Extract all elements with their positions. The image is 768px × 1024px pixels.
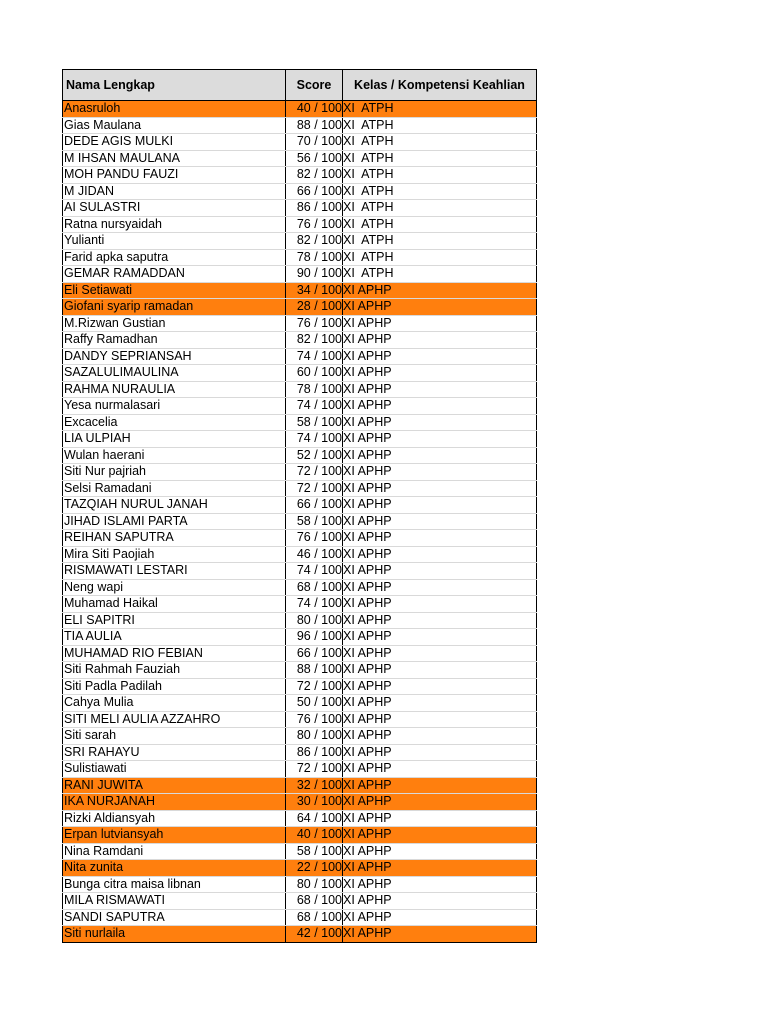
table-row — [63, 266, 537, 283]
cell-kelas: XI ATPH — [343, 150, 537, 167]
cell-score: 86 / 100 — [286, 744, 343, 761]
cell-kelas: XI APHP — [343, 761, 537, 778]
cell-kelas: XI APHP — [343, 497, 537, 514]
cell-kelas: XI APHP — [343, 315, 537, 332]
cell-kelas: XI APHP — [343, 513, 537, 530]
cell-score: 74 / 100 — [286, 563, 343, 580]
cell-score: 58 / 100 — [286, 513, 343, 530]
cell-kelas: XI ATPH — [343, 266, 537, 283]
cell-name: REIHAN SAPUTRA — [63, 530, 286, 547]
table-row — [63, 200, 537, 217]
cell-kelas: XI APHP — [343, 678, 537, 695]
table-row — [63, 398, 537, 415]
cell-kelas: XI ATPH — [343, 167, 537, 184]
cell-kelas: XI APHP — [343, 810, 537, 827]
cell-score: 82 / 100 — [286, 167, 343, 184]
cell-name: Cahya Mulia — [63, 695, 286, 712]
table-row — [63, 167, 537, 184]
cell-name: Mira Siti Paojiah — [63, 546, 286, 563]
cell-kelas: XI ATPH — [343, 117, 537, 134]
table-body — [63, 101, 537, 943]
cell-name: MILA RISMAWATI — [63, 893, 286, 910]
cell-score: 96 / 100 — [286, 629, 343, 646]
cell-kelas: XI ATPH — [343, 233, 537, 250]
cell-name: Siti nurlaila — [63, 926, 286, 943]
cell-score: 30 / 100 — [286, 794, 343, 811]
table-row — [63, 299, 537, 316]
cell-kelas: XI APHP — [343, 728, 537, 745]
table-row — [63, 332, 537, 349]
cell-name: Erpan lutviansyah — [63, 827, 286, 844]
cell-kelas: XI APHP — [343, 299, 537, 316]
table-row — [63, 216, 537, 233]
table-row — [63, 695, 537, 712]
cell-score: 32 / 100 — [286, 777, 343, 794]
table-row — [63, 827, 537, 844]
cell-score: 80 / 100 — [286, 612, 343, 629]
cell-score: 78 / 100 — [286, 249, 343, 266]
cell-kelas: XI APHP — [343, 711, 537, 728]
cell-kelas: XI APHP — [343, 876, 537, 893]
cell-name: TAZQIAH NURUL JANAH — [63, 497, 286, 514]
cell-name: IKA NURJANAH — [63, 794, 286, 811]
cell-name: Nina Ramdani — [63, 843, 286, 860]
cell-kelas: XI APHP — [343, 464, 537, 481]
table-row — [63, 282, 537, 299]
cell-score: 90 / 100 — [286, 266, 343, 283]
cell-score: 72 / 100 — [286, 480, 343, 497]
cell-kelas: XI APHP — [343, 777, 537, 794]
cell-name: AI SULASTRI — [63, 200, 286, 217]
cell-name: DANDY SEPRIANSAH — [63, 348, 286, 365]
cell-name: TIA AULIA — [63, 629, 286, 646]
cell-name: RAHMA NURAULIA — [63, 381, 286, 398]
cell-kelas: XI APHP — [343, 596, 537, 613]
cell-score: 74 / 100 — [286, 348, 343, 365]
cell-kelas: XI APHP — [343, 662, 537, 679]
cell-kelas: XI APHP — [343, 629, 537, 646]
cell-name: Siti Rahmah Fauziah — [63, 662, 286, 679]
table-row — [63, 497, 537, 514]
cell-kelas: XI APHP — [343, 843, 537, 860]
cell-score: 52 / 100 — [286, 447, 343, 464]
cell-name: Bunga citra maisa libnan — [63, 876, 286, 893]
table-row — [63, 249, 537, 266]
cell-kelas: XI APHP — [343, 744, 537, 761]
header-kelas: Kelas / Kompetensi Keahlian — [343, 70, 537, 101]
cell-name: RANI JUWITA — [63, 777, 286, 794]
cell-name: Farid apka saputra — [63, 249, 286, 266]
cell-kelas: XI ATPH — [343, 216, 537, 233]
cell-score: 42 / 100 — [286, 926, 343, 943]
cell-score: 66 / 100 — [286, 183, 343, 200]
cell-score: 50 / 100 — [286, 695, 343, 712]
cell-name: MUHAMAD RIO FEBIAN — [63, 645, 286, 662]
table-row — [63, 612, 537, 629]
cell-score: 60 / 100 — [286, 365, 343, 382]
cell-score: 68 / 100 — [286, 909, 343, 926]
cell-score: 58 / 100 — [286, 843, 343, 860]
cell-name: Ratna nursyaidah — [63, 216, 286, 233]
cell-score: 58 / 100 — [286, 414, 343, 431]
cell-kelas: XI APHP — [343, 348, 537, 365]
table-row — [63, 414, 537, 431]
cell-name: SANDI SAPUTRA — [63, 909, 286, 926]
cell-score: 46 / 100 — [286, 546, 343, 563]
table-row — [63, 117, 537, 134]
cell-kelas: XI APHP — [343, 414, 537, 431]
cell-kelas: XI APHP — [343, 365, 537, 382]
cell-score: 80 / 100 — [286, 876, 343, 893]
cell-name: DEDE AGIS MULKI — [63, 134, 286, 151]
cell-kelas: XI APHP — [343, 645, 537, 662]
table-row — [63, 761, 537, 778]
table-row — [63, 101, 537, 118]
cell-score: 22 / 100 — [286, 860, 343, 877]
cell-name: JIHAD ISLAMI PARTA — [63, 513, 286, 530]
table-row — [63, 579, 537, 596]
header-row — [63, 70, 537, 101]
cell-name: SRI RAHAYU — [63, 744, 286, 761]
cell-score: 72 / 100 — [286, 761, 343, 778]
table-row — [63, 530, 537, 547]
cell-name: Wulan haerani — [63, 447, 286, 464]
table-row — [63, 464, 537, 481]
cell-kelas: XI APHP — [343, 431, 537, 448]
cell-name: Excacelia — [63, 414, 286, 431]
cell-name: GEMAR RAMADDAN — [63, 266, 286, 283]
cell-name: M JIDAN — [63, 183, 286, 200]
cell-kelas: XI ATPH — [343, 183, 537, 200]
table-row — [63, 777, 537, 794]
table-row — [63, 678, 537, 695]
table-row — [63, 629, 537, 646]
cell-score: 80 / 100 — [286, 728, 343, 745]
cell-score: 76 / 100 — [286, 711, 343, 728]
cell-score: 40 / 100 — [286, 101, 343, 118]
cell-score: 68 / 100 — [286, 893, 343, 910]
cell-score: 76 / 100 — [286, 530, 343, 547]
cell-kelas: XI APHP — [343, 612, 537, 629]
cell-score: 34 / 100 — [286, 282, 343, 299]
cell-kelas: XI ATPH — [343, 101, 537, 118]
cell-kelas: XI APHP — [343, 381, 537, 398]
table-row — [63, 728, 537, 745]
cell-score: 82 / 100 — [286, 233, 343, 250]
table-row — [63, 315, 537, 332]
table-row — [63, 843, 537, 860]
header-name: Nama Lengkap — [63, 70, 286, 101]
cell-kelas: XI APHP — [343, 546, 537, 563]
cell-kelas: XI APHP — [343, 794, 537, 811]
table-row — [63, 563, 537, 580]
cell-name: Raffy Ramadhan — [63, 332, 286, 349]
cell-name: Yulianti — [63, 233, 286, 250]
table-row — [63, 431, 537, 448]
cell-name: Anasruloh — [63, 101, 286, 118]
cell-kelas: XI APHP — [343, 827, 537, 844]
cell-score: 74 / 100 — [286, 431, 343, 448]
table-row — [63, 134, 537, 151]
table-row — [63, 662, 537, 679]
cell-kelas: XI APHP — [343, 695, 537, 712]
cell-name: Siti sarah — [63, 728, 286, 745]
cell-name: SAZALULIMAULINA — [63, 365, 286, 382]
cell-score: 78 / 100 — [286, 381, 343, 398]
cell-score: 68 / 100 — [286, 579, 343, 596]
cell-kelas: XI APHP — [343, 579, 537, 596]
table-row — [63, 183, 537, 200]
table-row — [63, 744, 537, 761]
cell-name: ELI SAPITRI — [63, 612, 286, 629]
cell-kelas: XI APHP — [343, 530, 537, 547]
cell-score: 86 / 100 — [286, 200, 343, 217]
cell-name: SITI MELI AULIA AZZAHRO — [63, 711, 286, 728]
cell-score: 66 / 100 — [286, 645, 343, 662]
score-table — [62, 69, 537, 943]
cell-name: Eli Setiawati — [63, 282, 286, 299]
cell-name: LIA ULPIAH — [63, 431, 286, 448]
table-row — [63, 926, 537, 943]
table-row — [63, 596, 537, 613]
cell-kelas: XI APHP — [343, 332, 537, 349]
cell-score: 66 / 100 — [286, 497, 343, 514]
cell-kelas: XI ATPH — [343, 249, 537, 266]
table-row — [63, 381, 537, 398]
cell-kelas: XI APHP — [343, 926, 537, 943]
table-row — [63, 645, 537, 662]
table-row — [63, 876, 537, 893]
cell-kelas: XI APHP — [343, 480, 537, 497]
cell-name: Rizki Aldiansyah — [63, 810, 286, 827]
table-row — [63, 546, 537, 563]
table-row — [63, 348, 537, 365]
header-score: Score — [286, 70, 343, 101]
cell-score: 74 / 100 — [286, 398, 343, 415]
cell-name: Nita zunita — [63, 860, 286, 877]
cell-name: Selsi Ramadani — [63, 480, 286, 497]
table-row — [63, 794, 537, 811]
table-row — [63, 150, 537, 167]
table-row — [63, 909, 537, 926]
cell-score: 76 / 100 — [286, 315, 343, 332]
cell-score: 56 / 100 — [286, 150, 343, 167]
cell-name: M IHSAN MAULANA — [63, 150, 286, 167]
cell-score: 70 / 100 — [286, 134, 343, 151]
cell-score: 28 / 100 — [286, 299, 343, 316]
table-row — [63, 810, 537, 827]
cell-kelas: XI APHP — [343, 860, 537, 877]
table-row — [63, 233, 537, 250]
cell-name: Muhamad Haikal — [63, 596, 286, 613]
cell-kelas: XI ATPH — [343, 134, 537, 151]
cell-score: 88 / 100 — [286, 117, 343, 134]
table-row — [63, 893, 537, 910]
cell-kelas: XI APHP — [343, 909, 537, 926]
table-row — [63, 513, 537, 530]
cell-score: 74 / 100 — [286, 596, 343, 613]
table-row — [63, 447, 537, 464]
cell-kelas: XI APHP — [343, 563, 537, 580]
cell-score: 76 / 100 — [286, 216, 343, 233]
cell-kelas: XI APHP — [343, 447, 537, 464]
cell-score: 64 / 100 — [286, 810, 343, 827]
cell-name: Yesa nurmalasari — [63, 398, 286, 415]
cell-name: MOH PANDU FAUZI — [63, 167, 286, 184]
cell-kelas: XI ATPH — [343, 200, 537, 217]
cell-kelas: XI APHP — [343, 398, 537, 415]
cell-score: 82 / 100 — [286, 332, 343, 349]
cell-score: 72 / 100 — [286, 464, 343, 481]
cell-name: Giofani syarip ramadan — [63, 299, 286, 316]
cell-name: Siti Nur pajriah — [63, 464, 286, 481]
cell-name: Sulistiawati — [63, 761, 286, 778]
cell-score: 40 / 100 — [286, 827, 343, 844]
table-row — [63, 711, 537, 728]
cell-kelas: XI APHP — [343, 893, 537, 910]
cell-name: Gias Maulana — [63, 117, 286, 134]
cell-name: Siti Padla Padilah — [63, 678, 286, 695]
cell-score: 72 / 100 — [286, 678, 343, 695]
cell-name: M.Rizwan Gustian — [63, 315, 286, 332]
cell-score: 88 / 100 — [286, 662, 343, 679]
table-row — [63, 860, 537, 877]
cell-kelas: XI APHP — [343, 282, 537, 299]
cell-name: Neng wapi — [63, 579, 286, 596]
cell-name: RISMAWATI LESTARI — [63, 563, 286, 580]
table-row — [63, 480, 537, 497]
table-row — [63, 365, 537, 382]
